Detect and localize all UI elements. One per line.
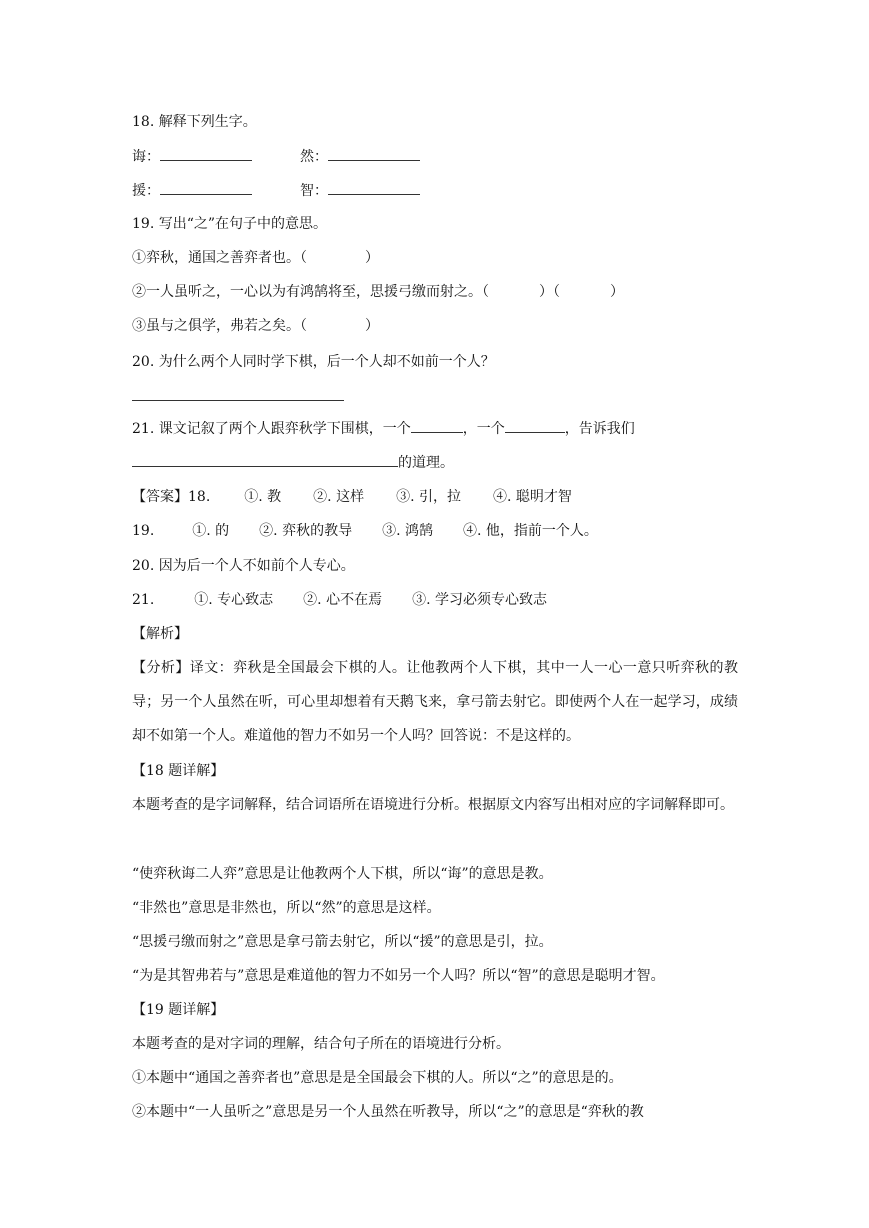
q21-part3: ，告诉我们 [564,421,635,437]
answer-19-2: ②. 弈秋的教导 [259,523,353,539]
answer-18-2: ②. 这样 [313,489,365,505]
q19-s2-close: ） [610,284,624,300]
q18-label-yuan: 援： [132,183,160,199]
answer-21-1: ①. 专心致志 [194,592,274,608]
q21-part2: ，一个 [462,421,505,437]
q18-label-zhi: 智： [300,183,328,199]
answer-19-prefix: 19. [132,523,155,539]
question-18-title: 18. 解释下列生字。 [132,114,257,130]
q18-blank-zhi[interactable] [328,180,420,195]
q18-label-hui: 诲： [132,149,160,165]
q18-item-ran [300,146,420,167]
answer-19-1: ①. 的 [192,523,230,539]
q18-item-yuan [132,180,252,201]
q20-answer-line[interactable] [132,400,344,401]
answer-19-3: ③. 鸿鹄 [382,523,433,539]
detail-18-hui: “使弈秋诲二人弈”意思是让他教两个人下棋，所以“诲”的意思是教。 [132,866,553,882]
detail-19-heading: 【19 题详解】 [132,1002,225,1018]
q18-label-ran: 然： [300,149,328,165]
q21-blank-2[interactable] [505,418,565,433]
q18-blank-hui[interactable] [160,146,252,161]
q19-s2-text: ②一人虽听之，一心以为有鸿鹄将至，思援弓缴而射之。（ [132,284,489,300]
q18-item-zhi [300,180,420,201]
detail-18-ran: “非然也”意思是非然也，所以“然”的意思是这样。 [132,900,441,916]
q19-s2-mid: ）（ [539,284,560,300]
answer-19-4: ④. 他，指前一个人。 [462,523,598,539]
question-21-line-1 [132,418,635,439]
answer-21 [132,590,547,610]
q21-blank-1[interactable] [411,418,463,433]
q19-sentence-2 [132,282,624,302]
q19-s1-close: ） [365,250,379,266]
q21-part4: 的道理。 [398,455,454,471]
answer-18-prefix: 【答案】18. [132,489,211,505]
detail-19-intro: 本题考查的是对字词的理解，结合句子所在的语境进行分析。 [132,1036,510,1052]
q18-blank-yuan[interactable] [160,180,252,195]
answer-18 [132,487,572,507]
q19-sentence-1 [132,248,379,268]
answer-19 [132,521,598,541]
q21-blank-3[interactable] [132,452,398,467]
question-20-title: 20. 为什么两个人同时学下棋，后一个人却不如前一个人？ [132,354,495,370]
q19-s3-text: ③虽与之俱学，弗若之矣。（ [132,318,307,334]
detail-19-item-1: ①本题中“通国之善弈者也”意思是是全国最会下棋的人。所以“之”的意思是的。 [132,1070,623,1086]
question-19-title: 19. 写出“之”在句子中的意思。 [132,216,328,232]
answer-18-3: ③. 引，拉 [396,489,461,505]
answer-18-1: ①. 教 [244,489,282,505]
answer-20: 20. 因为后一个人不如前个人专心。 [132,558,355,574]
answer-21-3: ③. 学习必须专心致志 [412,592,547,608]
q19-s3-close: ） [365,318,379,334]
q21-part1: 21. 课文记叙了两个人跟弈秋学下围棋，一个 [132,421,411,437]
analysis-heading: 【解析】 [132,626,188,642]
answer-21-prefix: 21. [132,592,155,608]
question-21-line-2 [132,452,454,473]
detail-18-zhi: “为是其智弗若与”意思是难道他的智力不如另一个人吗？所以“智”的意思是聪明才智。 [132,968,665,984]
detail-19-item-2: ②本题中“一人虽听之”意思是另一个人虽然在听教导，所以“之”的意思是“弈秋的教 [132,1104,644,1120]
analysis-paragraph: 【分析】译文：弈秋是全国最会下棋的人。让他教两个人下棋，其中一人一心一意只听弈秋的教导；另一个人虽然在听，可心里却想着有天鹅飞来，拿弓箭去射它。即使两个人在一起学习，成绩却不如第一个人。难道他的智力不如另一个人吗？回答说：不是这样的。 [132,660,738,744]
detail-18-intro: 本题考查的是字词解释，结合词语所在语境进行分析。根据原文内容写出相对应的字词解释即可。 [132,797,734,813]
q19-sentence-3 [132,316,379,336]
answer-18-4: ④. 聪明才智 [492,489,572,505]
detail-18-heading: 【18 题详解】 [132,763,225,779]
q18-item-hui [132,146,252,167]
answer-21-2: ②. 心不在焉 [303,592,383,608]
q18-blank-ran[interactable] [328,146,420,161]
detail-18-yuan: “思援弓缴而射之”意思是拿弓箭去射它，所以“援”的意思是引，拉。 [132,934,553,950]
q19-s1-text: ①弈秋，通国之善弈者也。（ [132,250,307,266]
